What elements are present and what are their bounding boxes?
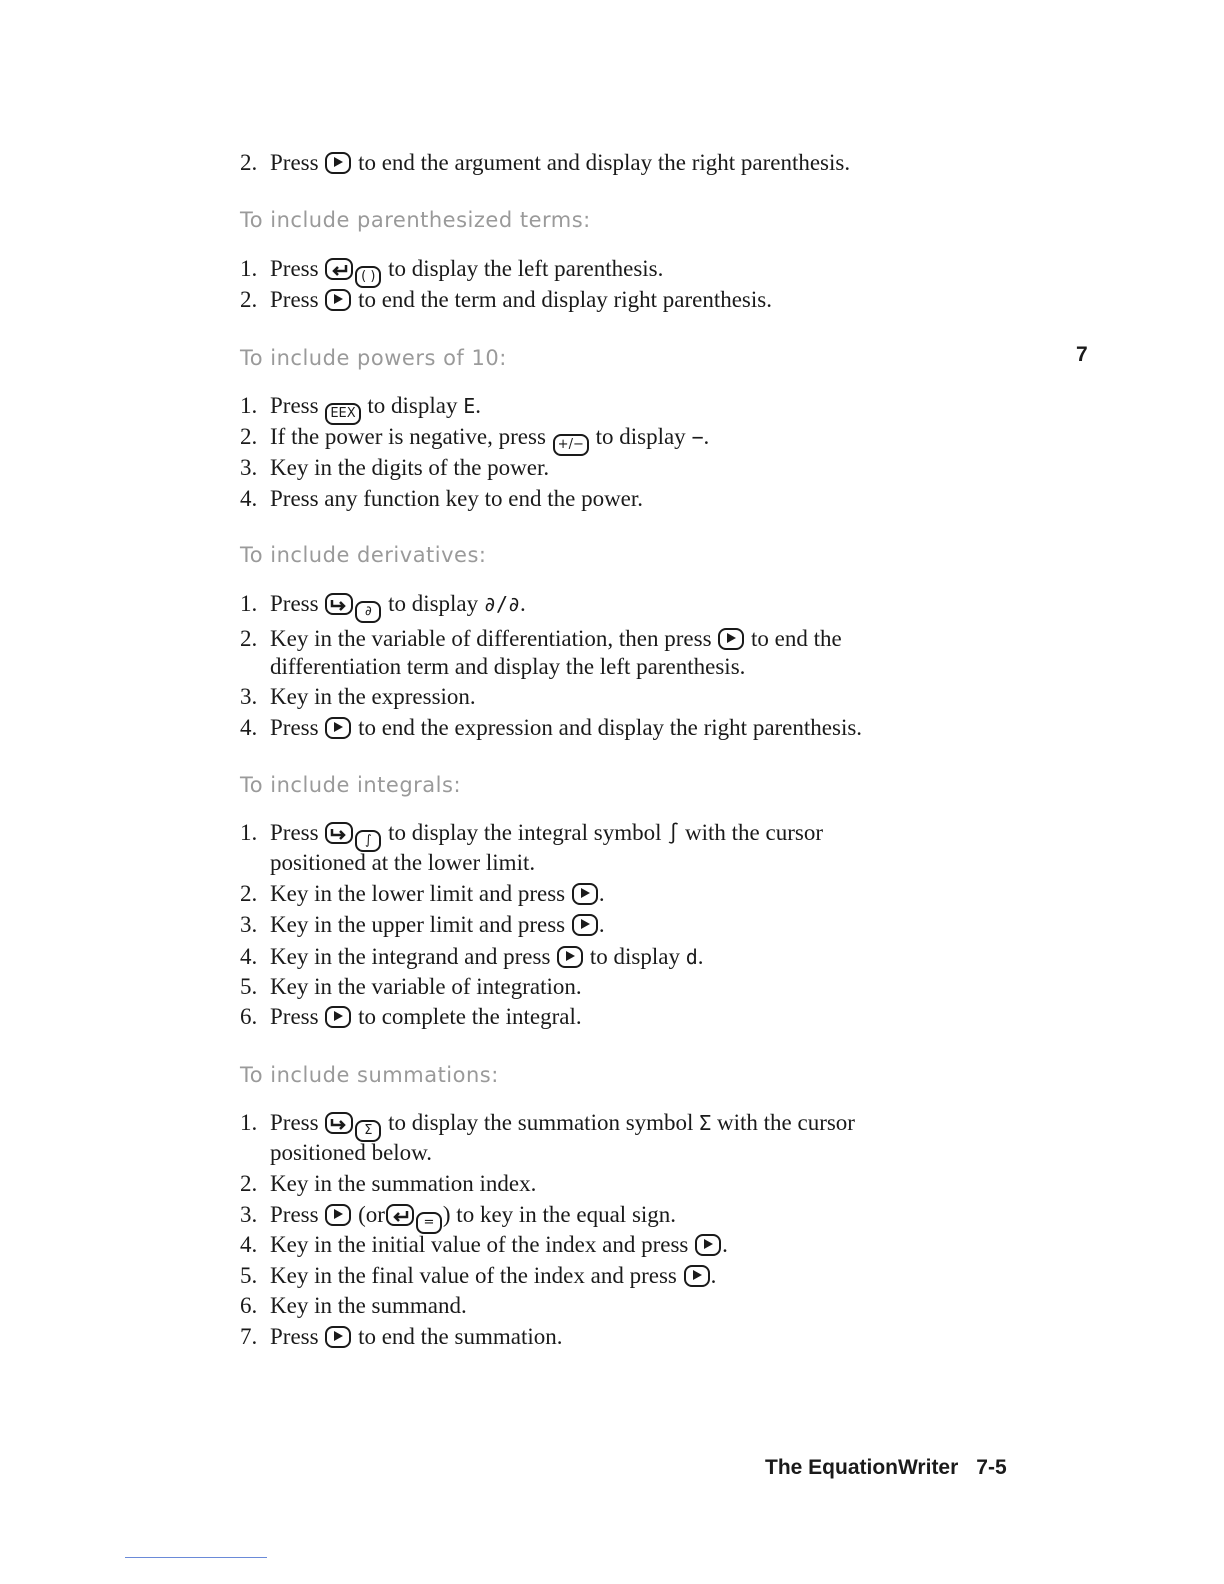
powers-step-4: 4. Press any function key to end the power. [240, 486, 644, 511]
powers-step-1: 1. Press EEX to display E. [240, 391, 1020, 425]
right-shift-key-icon [325, 1112, 353, 1134]
summ-step-7: 7. Press to end the summation. [240, 1324, 563, 1349]
right-arrow-key-icon [325, 1006, 351, 1028]
right-arrow-key-icon [684, 1265, 710, 1287]
deriv-step-4: 4. Press to end the expression and display the right parenthesis. [240, 715, 863, 740]
right-arrow-key-icon [572, 883, 598, 905]
heading-derivatives: To include derivatives: [240, 543, 487, 567]
right-arrow-key-icon [718, 628, 744, 650]
eex-key-icon: EEX [325, 403, 360, 425]
heading-summations: To include summations: [240, 1063, 499, 1087]
right-arrow-key-icon [325, 717, 351, 739]
summ-step-1: 1. Press Σ to display the summation symbol Σ with the cursor [240, 1108, 1020, 1142]
summ-step-3: 3. Press (or = ) to key in the equal sign. [240, 1200, 1020, 1234]
right-shift-key-icon [325, 822, 353, 844]
integ-step-4: 4. Key in the integrand and press to display d. [240, 944, 704, 969]
integ-step-3: 3. Key in the upper limit and press . [240, 912, 605, 937]
page-number: 7-5 [976, 1456, 1007, 1479]
deriv-step-1: 1. Press ∂ to display ∂/∂. [240, 589, 1020, 623]
integ-step-1: 1. Press ∫ to display the integral symbol ∫ with the cursor [240, 818, 1020, 852]
right-arrow-key-icon [695, 1234, 721, 1256]
right-arrow-key-icon [325, 289, 351, 311]
deriv-step-3: 3. Key in the expression. [240, 684, 476, 709]
page-footer [765, 1456, 1007, 1480]
powers-step-2: 2. If the power is negative, press +/− to display −. [240, 422, 1020, 456]
paren-step-1: 1. Press ( ) to display the left parenthesis. [240, 254, 1020, 288]
integ-step-1-cont: positioned at the lower limit. [270, 850, 536, 875]
integ-step-6: 6. Press to complete the integral. [240, 1004, 582, 1029]
heading-integrals: To include integrals: [240, 773, 462, 797]
bottom-rule [125, 1557, 267, 1558]
equals-key-icon: = [416, 1212, 442, 1234]
summ-step-5: 5. Key in the final value of the index and press . [240, 1263, 717, 1288]
right-arrow-key-icon [325, 1326, 351, 1348]
chapter-tab: 7 [1076, 343, 1088, 366]
intro-step: 2. Press to end the argument and display the right parenthesis. [240, 150, 851, 175]
integ-step-2: 2. Key in the lower limit and press . [240, 881, 605, 906]
integ-step-5: 5. Key in the variable of integration. [240, 974, 582, 999]
summ-step-4: 4. Key in the initial value of the index and press . [240, 1232, 728, 1257]
footer-title: The EquationWriter [765, 1456, 959, 1479]
right-arrow-key-icon [325, 1204, 351, 1226]
deriv-step-2-cont: differentiation term and display the left parenthesis. [270, 654, 746, 679]
partial-derivative-key-icon: ∂ [355, 601, 381, 623]
deriv-step-2: 2. Key in the variable of differentiation, then press to end the [240, 626, 842, 651]
powers-step-3: 3. Key in the digits of the power. [240, 455, 550, 480]
left-shift-key-icon [386, 1204, 414, 1226]
left-shift-key-icon [325, 258, 353, 280]
parentheses-key-icon: ( ) [355, 266, 381, 288]
plus-minus-key-icon: +/− [553, 434, 589, 456]
sigma-key-icon: Σ [355, 1120, 381, 1142]
right-arrow-key-icon [572, 914, 598, 936]
right-shift-key-icon [325, 593, 353, 615]
summ-step-6: 6. Key in the summand. [240, 1293, 467, 1318]
heading-parenthesized: To include parenthesized terms: [240, 208, 591, 232]
right-arrow-key-icon [325, 152, 351, 174]
summ-step-1-cont: positioned below. [270, 1140, 433, 1165]
summ-step-2: 2. Key in the summation index. [240, 1171, 537, 1196]
right-arrow-key-icon [557, 946, 583, 968]
heading-powers: To include powers of 10: [240, 346, 507, 370]
integral-key-icon: ∫ [355, 830, 381, 852]
paren-step-2: 2. Press to end the term and display right parenthesis. [240, 287, 772, 312]
